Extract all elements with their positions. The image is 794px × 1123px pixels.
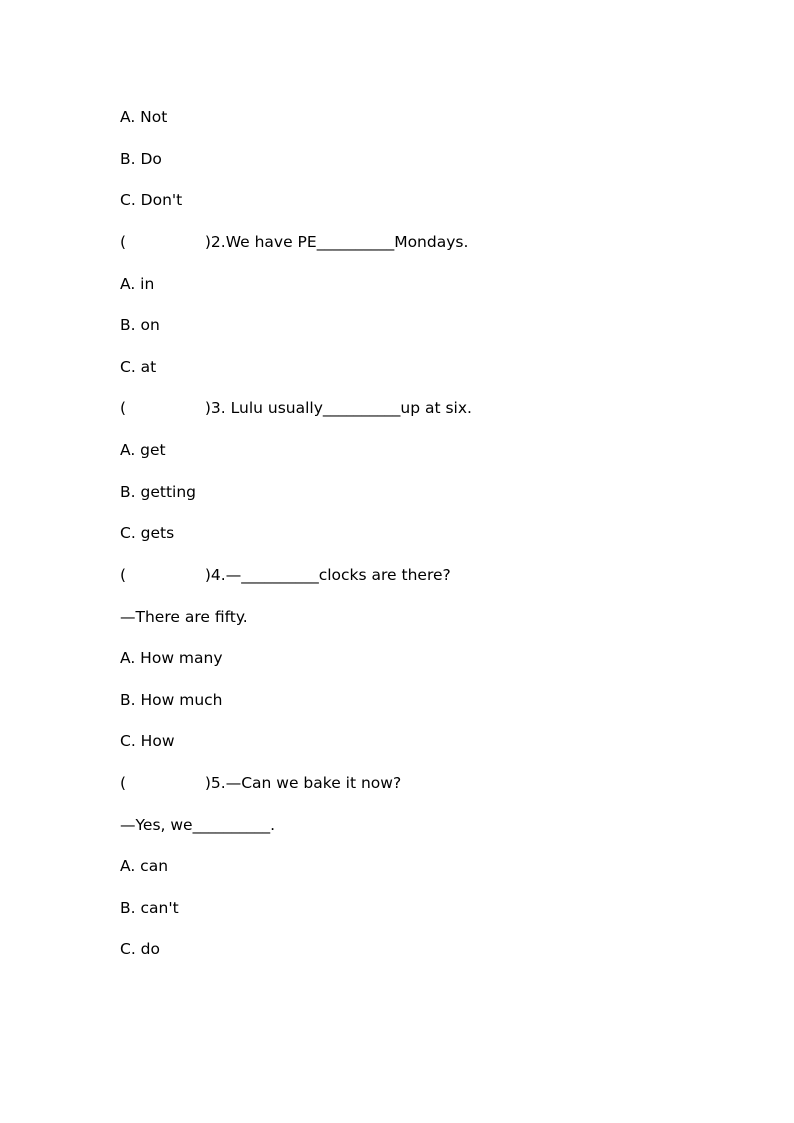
q2-option-c: C. at (120, 358, 157, 376)
q3-option-b: B. getting (120, 483, 196, 501)
q1-option-a: A. Not (120, 108, 168, 126)
q1-option-b: B. Do (120, 150, 162, 168)
q5-option-b: B. can't (120, 899, 179, 917)
q3-option-a: A. get (120, 441, 166, 459)
q4-option-c: C. How (120, 732, 175, 750)
q5-answer-line: —Yes, we__________. (120, 816, 276, 834)
q4-option-a: A. How many (120, 649, 223, 667)
q4-answer-line: —There are fifty. (120, 608, 248, 626)
q4-option-b: B. How much (120, 691, 223, 709)
q1-option-c: C. Don't (120, 191, 183, 209)
q3-question: ( )3. Lulu usually__________up at six. (120, 399, 472, 417)
q3-option-c: C. gets (120, 524, 175, 542)
q4-question: ( )4.—__________clocks are there? (120, 566, 451, 584)
q5-option-a: A. can (120, 857, 169, 875)
q2-question: ( )2.We have PE__________Mondays. (120, 233, 469, 251)
q5-option-c: C. do (120, 940, 160, 958)
q2-option-b: B. on (120, 316, 160, 334)
q5-question: ( )5.—Can we bake it now? (120, 774, 402, 792)
q2-option-a: A. in (120, 275, 155, 293)
